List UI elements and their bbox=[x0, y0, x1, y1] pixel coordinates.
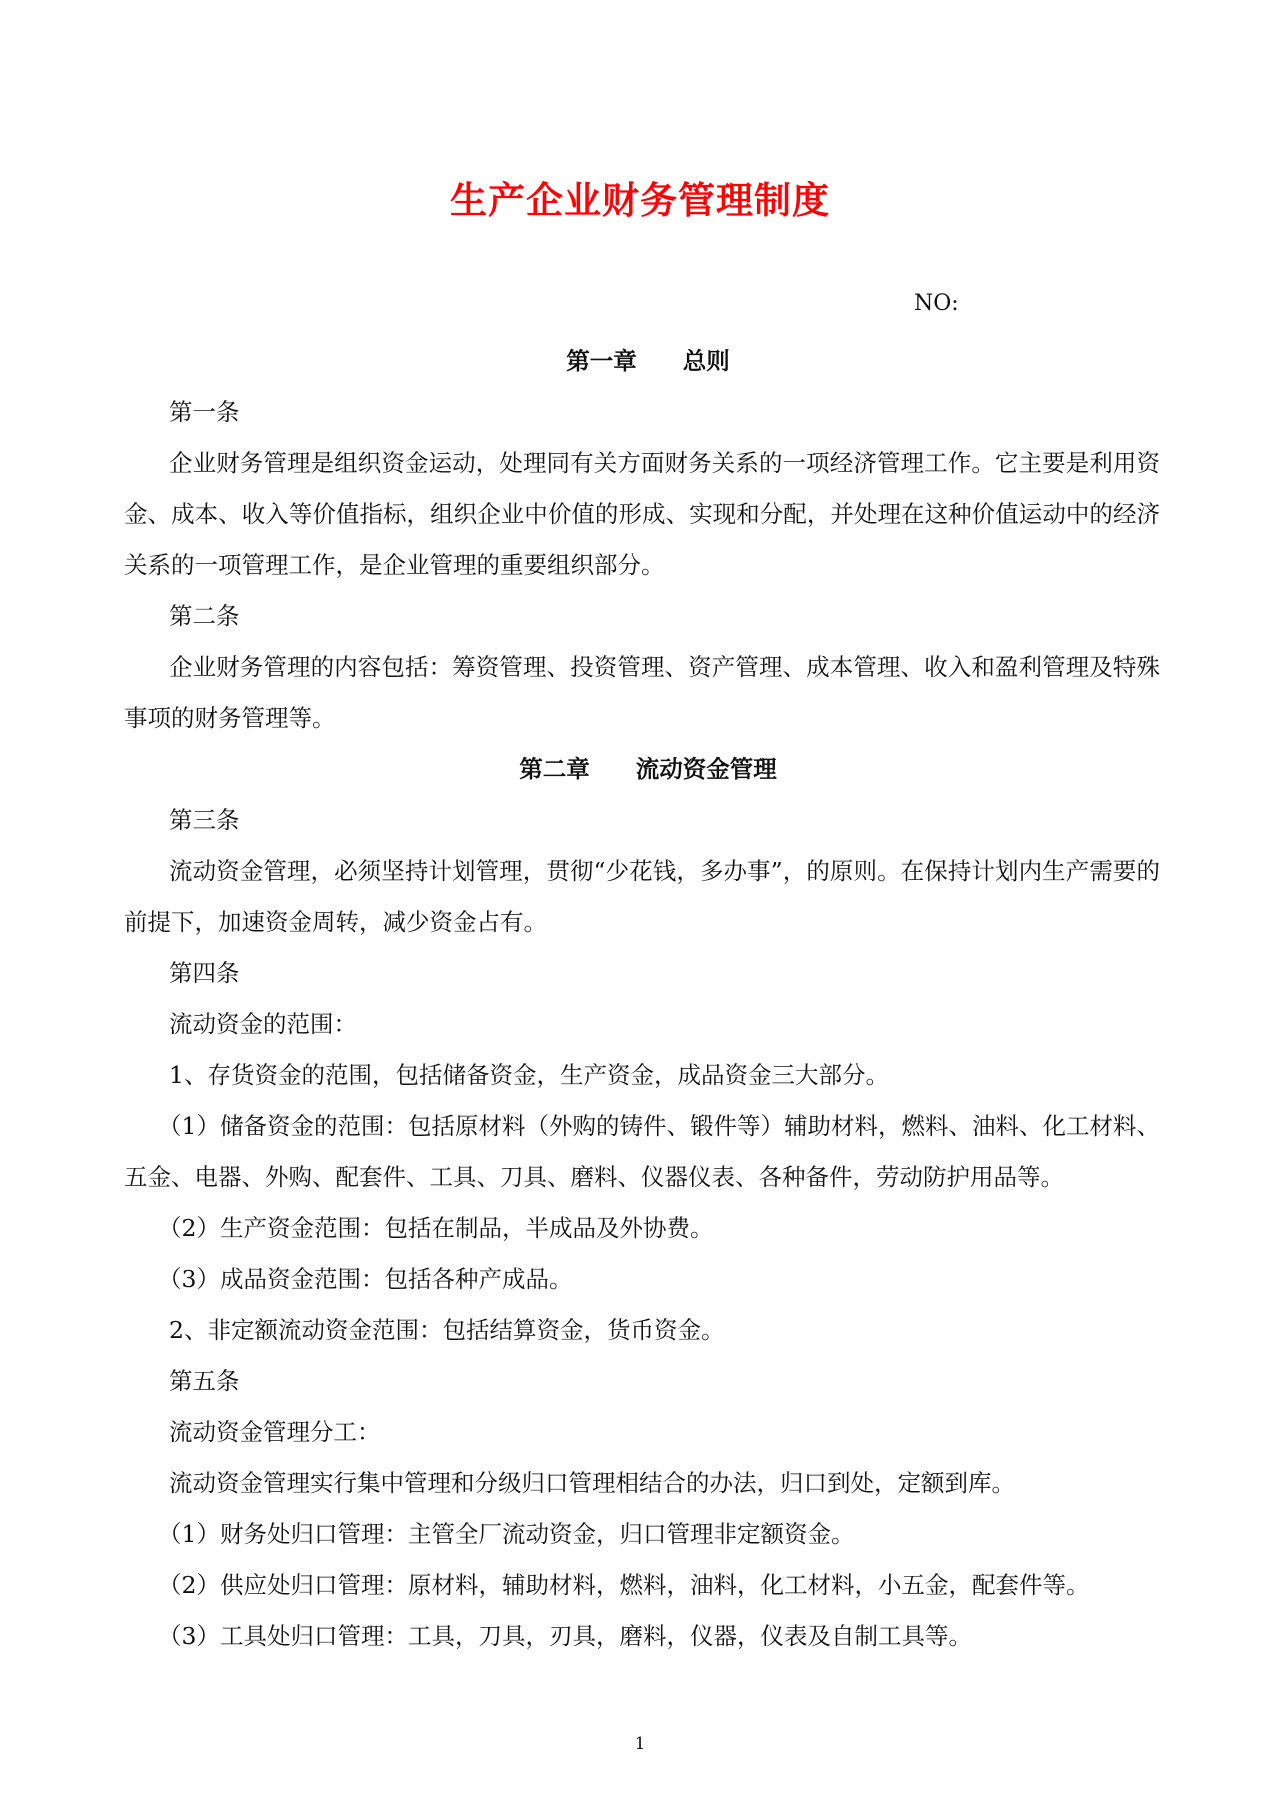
article-label: 第二条 bbox=[169, 602, 240, 630]
sub-list-item: （1）储备资金的范围：包括原材料（外购的铸件、锻件等）辅助材料，燃料、油料、化工材料、五金、电器、外购、配套件、工具、刀具、磨料、仪器仪表、各种备件，劳动防护用品等。 bbox=[124, 1112, 1160, 1191]
chapter-heading bbox=[124, 336, 1160, 387]
list-item: 2、非定额流动资金范围：包括结算资金，货币资金。 bbox=[169, 1316, 725, 1344]
article-intro: 流动资金的范围： bbox=[169, 1010, 357, 1038]
sub-list-item: （3）成品资金范围：包括各种产成品。 bbox=[158, 1265, 573, 1293]
chapter-number: 第一章 bbox=[566, 347, 637, 375]
article-label: 第四条 bbox=[169, 959, 240, 987]
article-intro: 流动资金管理分工： bbox=[169, 1418, 381, 1446]
article-paragraph: 企业财务管理的内容包括：筹资管理、投资管理、资产管理、成本管理、收入和盈利管理及特殊事项的财务管理等。 bbox=[124, 653, 1160, 732]
sub-list-item: （1）财务处归口管理：主管全厂流动资金，归口管理非定额资金。 bbox=[158, 1520, 855, 1548]
sub-list-item: （2）生产资金范围：包括在制品，半成品及外协费。 bbox=[158, 1214, 714, 1242]
article-label: 第三条 bbox=[169, 806, 240, 834]
page-number: 1 bbox=[634, 1734, 646, 1754]
chapter-number: 第二章 bbox=[519, 755, 590, 783]
article-label: 第一条 bbox=[169, 398, 240, 426]
article-paragraph: 企业财务管理是组织资金运动，处理同有关方面财务关系的一项经济管理工作。它主要是利用资金、成本、收入等价值指标，组织企业中价值的形成、实现和分配，并处理在这种价值运动中的经济关系的一项管理工作，是企业管理的重要组织部分。 bbox=[124, 449, 1160, 579]
document-number-label: NO: bbox=[914, 291, 959, 316]
document-title: 生产企业财务管理制度 bbox=[450, 179, 830, 222]
sub-list-item: （3）工具处归口管理：工具，刀具，刃具，磨料，仪器，仪表及自制工具等。 bbox=[158, 1622, 972, 1650]
sub-list-item: （2）供应处归口管理：原材料，辅助材料，燃料，油料，化工材料，小五金，配套件等。 bbox=[158, 1571, 1090, 1599]
article-label: 第五条 bbox=[169, 1367, 240, 1395]
chapter-name: 总则 bbox=[682, 347, 730, 375]
list-item: 1、存货资金的范围，包括储备资金，生产资金，成品资金三大部分。 bbox=[169, 1061, 889, 1089]
chapter-name: 流动资金管理 bbox=[635, 755, 777, 783]
article-paragraph: 流动资金管理实行集中管理和分级归口管理相结合的办法，归口到处，定额到库。 bbox=[169, 1469, 1015, 1497]
article-paragraph: 流动资金管理，必须坚持计划管理，贯彻“少花钱，多办事”，的原则。在保持计划内生产需要的前提下，加速资金周转，减少资金占有。 bbox=[124, 857, 1160, 936]
chapter-heading bbox=[124, 744, 1160, 795]
document-body bbox=[124, 336, 1160, 1662]
